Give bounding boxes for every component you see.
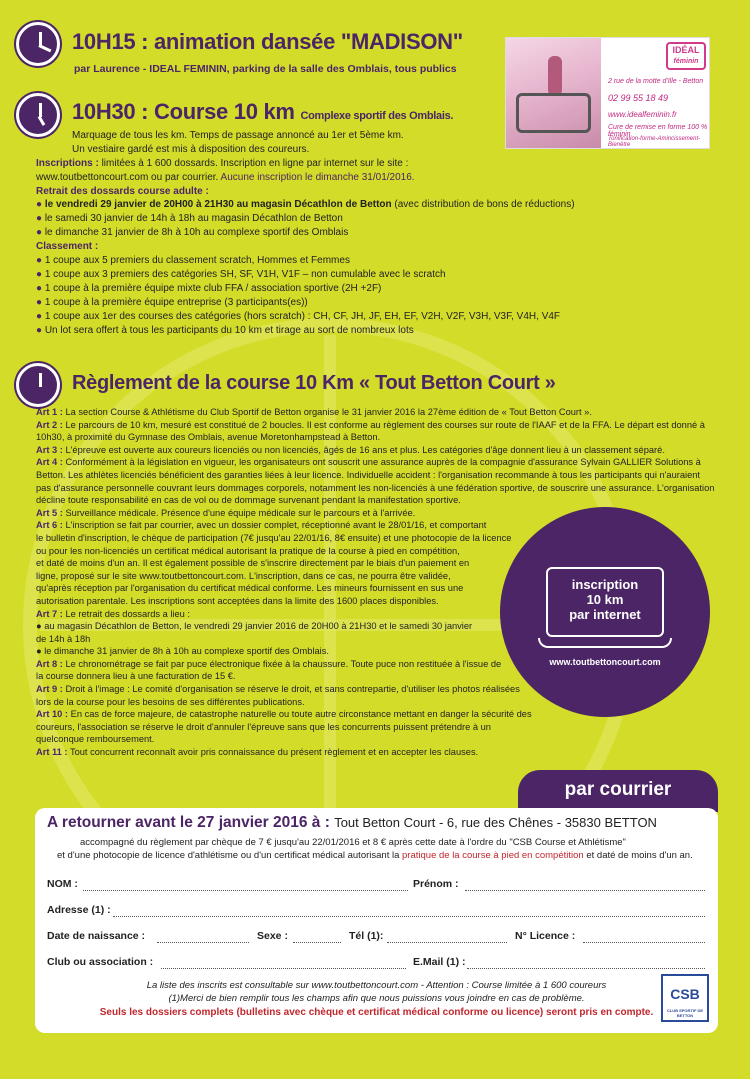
section2-title: 10H30 : Course 10 km Complexe sportif des Omblais.: [72, 99, 454, 124]
complete-dossier-warning: Seuls les dossiers complets (bulletins avec chèque et certificat médical conforme ou licence) seront pris en compte.: [99, 1007, 654, 1018]
tel-field[interactable]: [387, 942, 507, 943]
reglement-line: de 14h à 18h: [36, 633, 91, 644]
club-field[interactable]: [161, 968, 406, 969]
reglement-line: Art 6 : L'inscription se fait par courrier, avec un dossier complet, réceptionné avant le 28/01/16, et comportant: [36, 520, 487, 531]
classement-item: ● Un lot sera offert à tous les participants du 10 km et tirage au sort de nombreux lots: [36, 325, 414, 336]
reglement-line: Art 8 : Le chronométrage se fait par puce électronique fixée à la chaussure. Toute puce non restituée à l'issue de: [36, 658, 502, 669]
reglement-line: 10h30, à proximité du Gymnase des Omblais, avenue Moretonhampstead à Betton.: [36, 432, 381, 443]
reglement-line: Art 1 : La section Course & Athlétisme du Club Sportif de Betton organise le 31 janvier 2016 la 27ème édition de « Tout Betton Court ».: [36, 407, 592, 417]
reglement-line: lors de la course pour les besoins de ses différentes publications.: [36, 696, 305, 707]
sexe-label: Sexe :: [257, 930, 288, 942]
section3-title: Règlement de la course 10 Km « Tout Betton Court »: [72, 372, 556, 394]
reglement-line: et daté de moins d'un an. Il est également possible de s'inscrire directement par le biais d'un paiement en: [36, 558, 470, 569]
ad-address: 2 rue de la motte d'Ille - Betton: [608, 78, 704, 85]
adresse-label: Adresse (1) :: [47, 904, 111, 916]
classement-item: ● 1 coupe aux 1er des courses des catégories (hors scratch) : CH, CF, JH, JF, EH, EF, V2H, V2F, V3H, V3F, V4H, V4F: [36, 311, 561, 322]
inscriptions-info: Inscriptions : limitées à 1 600 dossards. Inscription en ligne par internet sur le site : www.toutbettoncourt.com ou par courrier. Aucune inscription le dimanche 31/01/2016.: [36, 158, 415, 183]
reglement-line: autorisation parentale. Les inscriptions sont acceptées dans la limite des 1600 places disponibles.: [36, 595, 439, 606]
form-payment-info: accompagné du règlement par chèque de 7 € jusqu'au 22/01/2016 et 8 € après cette date à l'ordre du "CSB Course et Athlétisme": [80, 837, 626, 848]
retrait-label: Retrait des dossards course adulte :: [36, 186, 209, 197]
reglement-line: Betton. Les athlètes licenciés bénéficient des garanties liées à leur licence. Individuelle accident : l'organisation recommande à tous les participants qui n'auraient: [36, 469, 701, 480]
reglement-line: Art 10 : En cas de force majeure, de catastrophe naturelle ou toute autre circonstance mettant en danger la sécurité des: [36, 709, 532, 720]
classement-item: ● 1 coupe à la première équipe mixte club FFA / association sportive (2H +2F): [36, 283, 382, 294]
reglement-line: pas d'assurance personnelle couvrant leurs dommages corporels, notamment les non-licenciés à une fédération sportive, de souscrire une assurance. L'organisation: [36, 482, 715, 493]
sexe-field[interactable]: [293, 942, 341, 943]
email-field[interactable]: [467, 968, 705, 969]
ad-slogan: Cure de remise en forme 100 % féminin: [608, 124, 708, 138]
ideal-feminin-ad: [505, 37, 710, 149]
reglement-line: le bulletin d'inscription, le chèque de participation (7€ jusqu'au 22/01/16, 8€ ensuite) et une photocopie de la licence: [36, 532, 512, 543]
registration-form: [35, 808, 718, 1033]
ideal-feminin-logo: IDÉAL féminin: [666, 42, 706, 70]
retrait-item: ● le samedi 30 janvier de 14h à 18h au magasin Décathlon de Betton: [36, 213, 343, 224]
reglement-line: ligne, proposé sur le site www.toutbettoncourt.com. L'inscription, dans ce cas, ne pourra être validée,: [36, 570, 451, 581]
classement-item: ● 1 coupe à la première équipe entreprise (3 participants(es)): [36, 297, 308, 308]
reglement-line: Art 3 : L'épreuve est ouverte aux coureurs licenciés ou non licenciés, âgés de 16 ans et plus. Les catégories d'âge donnent lieu à un classement séparé.: [36, 444, 665, 455]
inscrits-note: La liste des inscrits est consultable sur www.toutbettoncourt.com - Attention : Course limitée à 1 600 coureurs: [146, 980, 607, 991]
clock-icon: [16, 93, 60, 137]
form-title: A retourner avant le 27 janvier 2016 à : Tout Betton Court - 6, rue des Chênes - 35830 BETTON: [47, 814, 657, 831]
reglement-line: Art 4 : Conformément à la législation en vigueur, les organisateurs ont souscrit une assurance auprès de la compagnie d'assurance Sylvain GALLIER Solutions à: [36, 457, 701, 468]
reglement-line: ● au magasin Décathlon de Betton, le vendredi 29 janvier 2016 de 20H00 à 21H30 et le samedi 30 janvier: [36, 621, 473, 632]
csb-logo: CSB CLUB SPORTIF DE BETTON: [661, 974, 709, 1022]
laptop-icon: inscription 10 km par internet: [546, 567, 664, 637]
licence-field[interactable]: [583, 942, 705, 943]
club-label: Club ou association :: [47, 956, 154, 968]
classement-item: ● 1 coupe aux 5 premiers du classement scratch, Hommes et Femmes: [36, 255, 350, 266]
reglement-line: Art 7 : Le retrait des dossards a lieu :: [36, 608, 190, 619]
section2-intro-1: Marquage de tous les km. Temps de passage annoncé au 1er et 5ème km.: [72, 130, 404, 141]
ad-phone: 02 99 55 18 49: [608, 93, 669, 103]
reglement-line: Art 2 : Le parcours de 10 km, mesuré est constitué de 2 boucles. Il est conforme au règlement des courses sur route de l'IAAF et de la FFA. Le départ est donné à: [36, 419, 705, 430]
clock-icon: [16, 22, 60, 66]
nom-field[interactable]: [83, 890, 408, 891]
section2-intro-2: Un vestiaire gardé est mis à disposition des coureurs.: [72, 144, 310, 155]
internet-inscription-badge[interactable]: [500, 507, 710, 717]
reglement-line: Art 9 : Droit à l'image : Le comité d'organisation se réserve le droit, et sans contrepartie, d'utiliser les photos réalisées: [36, 684, 520, 695]
reglement-line: ou pour les non-licenciés un certificat médical autorisant la pratique de la course à pied en compétition,: [36, 545, 460, 556]
ad-tagline: Tonification-forme-Amincissement-Bienêtre: [608, 136, 701, 148]
reglement-line: quelconque remboursement.: [36, 734, 155, 745]
naissance-field[interactable]: [157, 942, 249, 943]
classement-item: ● 1 coupe aux 3 premiers des catégories SH, SF, V1H, V1F – non cumulable avec le scratch: [36, 269, 446, 280]
retrait-item: ● le vendredi 29 janvier de 20H00 à 21H30 au magasin Décathlon de Betton (avec distribution de bons de réductions): [36, 199, 575, 210]
email-label: E.Mail (1) :: [413, 956, 466, 968]
section1-title: 10H15 : animation dansée "MADISON": [72, 29, 463, 54]
section1-subtitle: par Laurence - IDEAL FEMININ, parking de la salle des Omblais, tous publics: [74, 63, 457, 75]
licence-label: N° Licence :: [515, 930, 576, 942]
reglement-line: qu'après réception par l'organisation du certificat médical conforme. Les mineurs fournissent en sus une: [36, 583, 464, 594]
reglement-line: coureurs, l'association se réserve le droit d'annuler l'épreuve sans que les concurrents puissent prétendre à un: [36, 721, 491, 732]
par-courrier-tab: par courrier: [518, 770, 718, 812]
reglement-line: Art 11 : Tout concurrent reconnaît avoir pris connaissance du présent règlement et en accepter les clauses.: [36, 747, 479, 758]
clock-icon: [16, 363, 60, 407]
ad-website: www.idealfeminin.fr: [608, 110, 677, 119]
ad-photo: [506, 38, 601, 149]
prenom-label: Prénom :: [413, 878, 459, 890]
tel-label: Tél (1):: [349, 930, 384, 942]
reglement-line: ● le dimanche 31 janvier de 8h à 10h au complexe sportif des Omblais.: [36, 646, 329, 657]
reglement-line: Art 5 : Surveillance médicale. Présence d'une équipe médicale sur le parcours et à l'arrivée.: [36, 507, 416, 518]
adresse-field[interactable]: [113, 916, 705, 917]
form-document-info: et d'une photocopie de licence d'athlétisme ou d'un certificat médical autorisant la pratique de la course à pied en compétition et daté de moins d'un an.: [57, 850, 693, 861]
retrait-item: ● le dimanche 31 janvier de 8h à 10h au complexe sportif des Omblais: [36, 227, 349, 238]
badge-url: www.toutbettoncourt.com: [549, 657, 661, 667]
prenom-field[interactable]: [465, 890, 705, 891]
naissance-label: Date de naissance :: [47, 930, 146, 942]
nom-label: NOM :: [47, 878, 78, 890]
reglement-line: décline toute responsabilité en cas de vol ou de dommage survenant pendant la manifestation sportive.: [36, 495, 461, 506]
fields-note: (1)Merci de bien remplir tous les champs afin que nous puissions vous joindre en cas de problème.: [168, 993, 585, 1004]
reglement-line: la course donnera lieu à une facturation de 15 €.: [36, 671, 236, 682]
classement-label: Classement :: [36, 241, 99, 252]
